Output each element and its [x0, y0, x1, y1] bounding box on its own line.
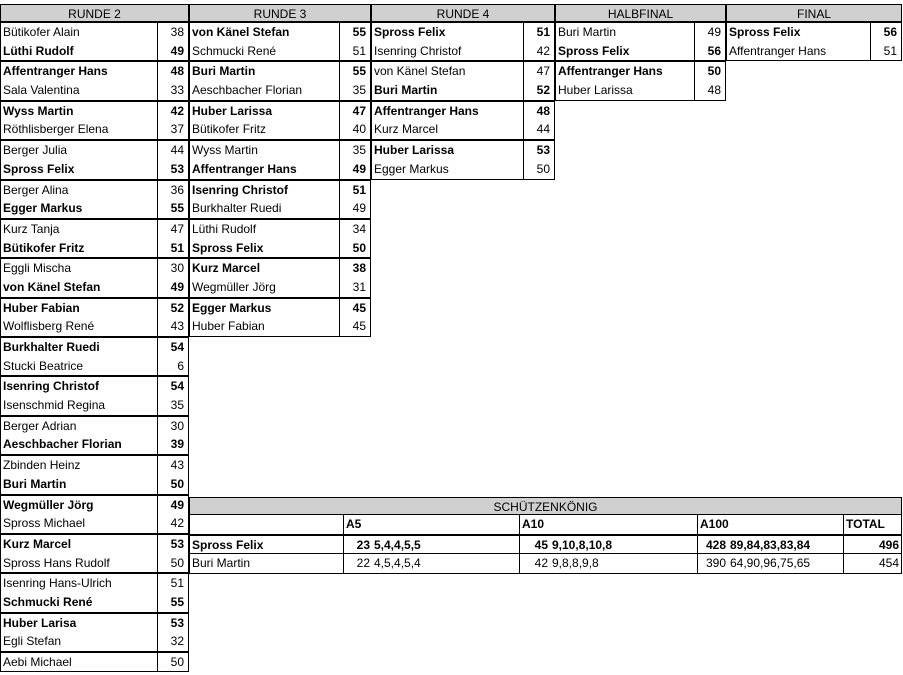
a5-detail: 4,5,4,5,4 — [372, 554, 520, 573]
a10-header: A10 — [520, 515, 698, 534]
round-header: RUNDE 4 — [371, 4, 555, 22]
a100-score: 390 — [705, 556, 726, 570]
match-row — [189, 61, 371, 81]
shooter-name: Bütikofer Alain — [1, 23, 158, 42]
shooter-score: 48 — [536, 103, 550, 118]
match-row — [0, 258, 189, 278]
match-row — [0, 199, 189, 219]
match-row — [189, 298, 371, 318]
shooter-name: Huber Fabian — [190, 317, 340, 336]
shooter-name: Wegmüller Jörg — [190, 278, 340, 297]
shooter-score: 42 — [170, 516, 184, 531]
shooter-score: 43 — [170, 319, 184, 334]
schuetzenkoenig-row — [189, 554, 902, 574]
shooter-name: von Känel Stefan — [372, 62, 524, 81]
shooter-score: 36 — [170, 182, 184, 197]
match-row — [0, 81, 189, 101]
match-row — [0, 180, 189, 200]
match-row — [0, 42, 189, 62]
match-row — [555, 81, 726, 101]
match-row — [371, 101, 555, 121]
shooter-name: Huber Fabian — [1, 299, 158, 318]
shooter-name: Spross Felix — [372, 23, 524, 42]
shooter-name: Buri Martin — [1, 475, 158, 494]
shooter-score: 43 — [170, 458, 184, 473]
shooter-name: Buri Martin — [372, 81, 524, 100]
shooter-score: 32 — [170, 634, 184, 649]
schuetzenkoenig-header-row — [189, 515, 902, 535]
shooter-name: Buri Martin — [190, 554, 344, 573]
shooter-score: 38 — [170, 25, 184, 39]
shooter-score: 51 — [170, 240, 184, 255]
shooter-name: Aeschbacher Florian — [1, 435, 158, 454]
shooter-name: Berger Alina — [1, 181, 158, 200]
schuetzenkoenig-row — [189, 535, 902, 555]
match-row — [189, 140, 371, 160]
shooter-score: 39 — [170, 437, 184, 452]
match-row — [0, 514, 189, 534]
shooter-name: Spross Felix — [190, 536, 344, 554]
shooter-name: Schmucki René — [190, 42, 340, 61]
total-header: TOTAL — [846, 517, 885, 531]
shooter-score: 55 — [170, 594, 184, 609]
final-column — [726, 4, 902, 61]
schuetzenkoenig-table — [189, 497, 902, 574]
round-4-column — [371, 4, 555, 180]
a10-detail: 9,10,8,10,8 — [550, 536, 698, 554]
shooter-score: 48 — [707, 83, 721, 98]
round-header: RUNDE 3 — [189, 4, 371, 22]
shooter-name: Affentranger Hans — [556, 62, 695, 81]
match-row — [189, 22, 371, 42]
shooter-score: 42 — [170, 103, 184, 118]
match-row — [189, 199, 371, 219]
shooter-score: 50 — [707, 64, 721, 79]
shooter-score: 51 — [352, 43, 366, 58]
match-row — [371, 22, 555, 42]
shooter-name: Spross Michael — [1, 514, 158, 533]
shooter-name: Affentranger Hans — [1, 62, 158, 81]
a5-score: 22 — [356, 556, 370, 570]
shooter-name: Stucki Beatrice — [1, 357, 158, 376]
match-row — [189, 278, 371, 298]
match-row — [371, 140, 555, 160]
match-row — [0, 160, 189, 180]
shooter-name: Isenschmid Regina — [1, 396, 158, 415]
shooter-score: 49 — [170, 43, 184, 58]
shooter-score: 49 — [170, 497, 184, 512]
shooter-score: 50 — [170, 655, 184, 669]
shooter-name: Wegmüller Jörg — [1, 496, 158, 515]
match-row — [0, 613, 189, 633]
shooter-score: 49 — [707, 25, 721, 39]
shooter-score: 53 — [170, 536, 184, 551]
match-row — [0, 435, 189, 455]
match-row — [0, 219, 189, 239]
shooter-name: Bütikofer Fritz — [1, 239, 158, 258]
total-score: 496 — [878, 537, 899, 552]
match-row — [555, 61, 726, 81]
shooter-name: Buri Martin — [556, 23, 695, 42]
a100-detail: 89,84,83,83,84 — [728, 536, 844, 554]
match-row — [189, 42, 371, 62]
shooter-score: 30 — [170, 418, 184, 433]
shooter-name: Aeschbacher Florian — [190, 81, 340, 100]
round-header: HALBFINAL — [555, 4, 726, 22]
shooter-score: 44 — [536, 122, 550, 137]
shooter-name: Huber Larissa — [190, 102, 340, 121]
a100-detail: 64,90,96,75,65 — [728, 554, 844, 573]
match-row — [555, 22, 726, 42]
shooter-name: Lüthi Rudolf — [190, 220, 340, 239]
halbfinal-column — [555, 4, 726, 101]
shooter-score: 45 — [352, 300, 366, 315]
match-row — [0, 61, 189, 81]
shooter-name: Spross Hans Rudolf — [1, 554, 158, 573]
shooter-name: Spross Felix — [727, 23, 871, 42]
shooter-name: Isenring Christof — [1, 377, 158, 396]
a10-score: 42 — [534, 556, 548, 570]
shooter-name: Bütikofer Fritz — [190, 120, 340, 139]
a5-score: 23 — [356, 537, 370, 552]
shooter-score: 55 — [352, 64, 366, 79]
match-row — [726, 42, 902, 62]
shooter-score: 49 — [352, 161, 366, 176]
shooter-name: Spross Felix — [556, 42, 695, 61]
shooter-score: 53 — [536, 143, 550, 158]
shooter-score: 47 — [170, 221, 184, 236]
shooter-name: Affentranger Hans — [727, 42, 871, 61]
shooter-score: 48 — [170, 64, 184, 79]
shooter-name: Wolflisberg René — [1, 317, 158, 336]
shooter-name: Kurz Tanja — [1, 220, 158, 239]
match-row — [0, 376, 189, 396]
shooter-score: 35 — [170, 398, 184, 413]
shooter-score: 54 — [170, 340, 184, 354]
match-row — [371, 42, 555, 62]
shooter-name: Wyss Martin — [1, 102, 158, 121]
shooter-score: 44 — [170, 143, 184, 158]
match-row — [0, 140, 189, 160]
match-row — [0, 416, 189, 436]
shooter-name: Affentranger Hans — [372, 102, 524, 121]
shooter-score: 50 — [170, 476, 184, 491]
shooter-score: 54 — [170, 379, 184, 394]
a5-detail: 5,4,4,5,5 — [372, 536, 520, 554]
shooter-name: Isenring Christof — [190, 181, 340, 200]
round-2-column — [0, 4, 189, 672]
shooter-score: 52 — [536, 83, 550, 98]
match-row — [189, 81, 371, 101]
shooter-name: von Känel Stefan — [190, 23, 340, 42]
shooter-name: Egger Markus — [372, 160, 524, 179]
shooter-score: 51 — [170, 576, 184, 591]
shooter-score: 42 — [536, 43, 550, 58]
match-row — [189, 239, 371, 259]
round-3-column — [189, 4, 371, 337]
shooter-name: Huber Larissa — [556, 81, 695, 100]
match-row — [189, 101, 371, 121]
shooter-score: 33 — [170, 83, 184, 98]
shooter-score: 35 — [352, 83, 366, 98]
shooter-score: 34 — [352, 221, 366, 236]
shooter-name: Schmucki René — [1, 593, 158, 612]
match-row — [0, 278, 189, 298]
shooter-name: Egger Markus — [1, 199, 158, 218]
shooter-score: 50 — [352, 240, 366, 255]
match-row — [555, 42, 726, 62]
shooter-score: 47 — [536, 64, 550, 79]
match-row — [189, 180, 371, 200]
shooter-score: 56 — [707, 43, 721, 58]
match-row — [189, 219, 371, 239]
match-row — [371, 160, 555, 180]
shooter-score: 53 — [170, 161, 184, 176]
match-row — [0, 396, 189, 416]
match-row — [0, 632, 189, 652]
match-row — [0, 239, 189, 259]
match-row — [0, 652, 189, 672]
shooter-name: von Känel Stefan — [1, 278, 158, 297]
match-row — [0, 22, 189, 42]
shooter-name: Spross Felix — [190, 239, 340, 258]
a100-score: 428 — [705, 537, 726, 552]
match-row — [0, 337, 189, 357]
shooter-name: Berger Adrian — [1, 417, 158, 436]
shooter-name: Buri Martin — [190, 62, 340, 81]
match-row — [0, 357, 189, 377]
shooter-name: Burkhalter Ruedi — [1, 338, 158, 357]
shooter-score: 50 — [170, 555, 184, 570]
shooter-name: Isenring Christof — [372, 42, 524, 61]
match-row — [726, 22, 902, 42]
match-row — [0, 554, 189, 574]
total-score: 454 — [878, 556, 899, 570]
shooter-score: 49 — [170, 279, 184, 294]
match-row — [0, 573, 189, 593]
shooter-name: Eggli Mischa — [1, 259, 158, 278]
shooter-score: 55 — [170, 201, 184, 216]
shooter-name: Burkhalter Ruedi — [190, 199, 340, 218]
match-row — [189, 160, 371, 180]
shooter-name: Egger Markus — [190, 299, 340, 318]
shooter-name: Kurz Marcel — [1, 535, 158, 554]
shooter-name: Zbinden Heinz — [1, 456, 158, 475]
shooter-score: 55 — [352, 25, 366, 39]
shooter-score: 52 — [170, 300, 184, 315]
shooter-score: 50 — [536, 161, 550, 176]
shooter-score: 35 — [352, 143, 366, 158]
shooter-name: Röthlisberger Elena — [1, 120, 158, 139]
a100-header: A100 — [698, 515, 844, 534]
match-row — [371, 120, 555, 140]
round-header: FINAL — [726, 4, 902, 22]
shooter-name: Spross Felix — [1, 160, 158, 179]
shooter-score: 53 — [170, 615, 184, 630]
shooter-name: Egli Stefan — [1, 632, 158, 651]
shooter-score: 51 — [883, 43, 897, 58]
shooter-score: 6 — [177, 358, 184, 373]
shooter-score: 51 — [536, 25, 550, 39]
shooter-name: Lüthi Rudolf — [1, 42, 158, 61]
shooter-name: Huber Larisa — [1, 614, 158, 633]
match-row — [189, 258, 371, 278]
a10-detail: 9,8,8,9,8 — [550, 554, 698, 573]
shooter-name: Berger Julia — [1, 141, 158, 160]
shooter-score: 31 — [352, 279, 366, 294]
shooter-name: Aebi Michael — [1, 653, 158, 671]
match-row — [189, 120, 371, 140]
shooter-score: 40 — [352, 122, 366, 137]
match-row — [0, 101, 189, 121]
shooter-score: 49 — [352, 201, 366, 216]
match-row — [0, 298, 189, 318]
a10-score: 45 — [534, 537, 548, 552]
shooter-score: 47 — [352, 103, 366, 118]
shooter-score: 30 — [170, 261, 184, 276]
match-row — [0, 455, 189, 475]
match-row — [0, 475, 189, 495]
round-header: RUNDE 2 — [0, 4, 189, 22]
shooter-name: Wyss Martin — [190, 141, 340, 160]
a5-header: A5 — [344, 515, 520, 534]
shooter-name: Isenring Hans-Ulrich — [1, 574, 158, 593]
shooter-name: Sala Valentina — [1, 81, 158, 100]
match-row — [0, 317, 189, 337]
match-row — [0, 534, 189, 554]
shooter-score: 56 — [883, 25, 897, 39]
schuetzenkoenig-title: SCHÜTZENKÖNIG — [189, 497, 902, 515]
shooter-score: 45 — [352, 319, 366, 334]
shooter-name: Affentranger Hans — [190, 160, 340, 179]
match-row — [0, 495, 189, 515]
shooter-name: Kurz Marcel — [372, 120, 524, 139]
match-row — [371, 81, 555, 101]
shooter-name: Huber Larissa — [372, 141, 524, 160]
match-row — [0, 120, 189, 140]
shooter-score: 37 — [170, 122, 184, 137]
shooter-score: 51 — [352, 182, 366, 197]
shooter-score: 38 — [352, 261, 366, 276]
match-row — [0, 593, 189, 613]
shooter-name: Kurz Marcel — [190, 259, 340, 278]
match-row — [189, 317, 371, 337]
match-row — [371, 61, 555, 81]
